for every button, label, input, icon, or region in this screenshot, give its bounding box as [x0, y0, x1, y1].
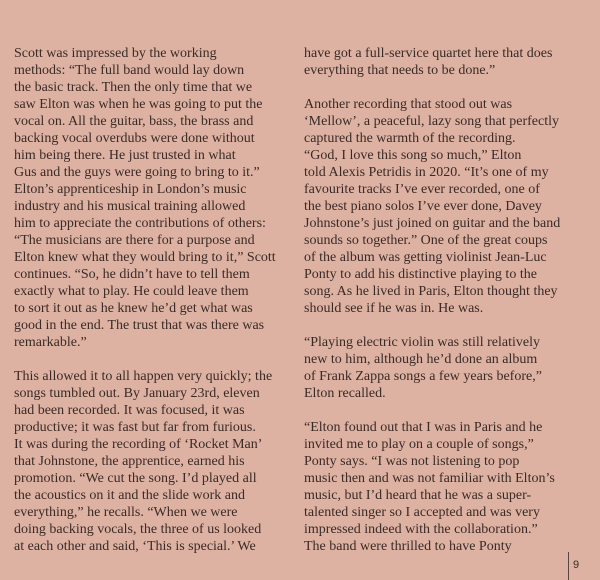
text-line: at each other and said, ‘This is special.’ We [14, 539, 256, 554]
text-line: Johnstone’s just joined on guitar and the band [304, 216, 561, 231]
text-line: “God, I love this song so much,” Elton [304, 148, 522, 163]
text-line: captured the warmth of the recording. [304, 131, 516, 146]
text-line: songs tumbled out. By January 23rd, eleven [14, 386, 260, 401]
text-line: The band were thrilled to have Ponty [304, 539, 512, 554]
text-line: music then and was not familiar with Elton’s [304, 471, 555, 486]
text-line: song. As he lived in Paris, Elton thought they [304, 284, 558, 299]
text-line: new to him, although he’d done an album [304, 352, 538, 367]
text-line: industry and his musical training allowed [14, 199, 246, 214]
text-line: impressed indeed with the collaboration.” [304, 522, 538, 537]
page-number: 9 [573, 559, 580, 571]
text-line: “The musicians are there for a purpose and [14, 233, 255, 248]
paragraph [304, 45, 586, 79]
text-line: the acoustics on it and the slide work and [14, 488, 245, 503]
text-line: Ponty says. “I was not listening to pop [304, 454, 520, 469]
page-number-divider [568, 552, 569, 580]
paragraph [14, 368, 286, 555]
paragraph [14, 45, 286, 351]
text-line: everything,” he recalls. “When we were [14, 505, 238, 520]
text-line: saw Elton was when he was going to put the [14, 97, 263, 112]
text-line: had been recorded. It was focused, it was [14, 403, 245, 418]
text-line: everything that needs to be done.” [304, 63, 496, 78]
text-line: of the album was getting violinist Jean-Luc [304, 250, 547, 265]
text-line: ‘Mellow’, a peaceful, lazy song that perfectly [304, 114, 560, 129]
text-line: Elton recalled. [304, 386, 386, 401]
text-line: remarkable.” [14, 335, 87, 350]
text-line: music, but I’d heard that he was a super- [304, 488, 532, 503]
right-column [304, 45, 586, 572]
text-line: Elton’s apprenticeship in London’s music [14, 182, 247, 197]
text-line: the basic track. Then the only time that we [14, 80, 253, 95]
paragraph [304, 334, 586, 402]
text-line: “Elton found out that I was in Paris and he [304, 420, 543, 435]
text-line: invited me to play on a couple of songs,” [304, 437, 534, 452]
text-line: Gus and the guys were going to bring to it.” [14, 165, 260, 180]
text-line: vocal on. All the guitar, bass, the brass and [14, 114, 254, 129]
text-line: him being there. He just trusted in what [14, 148, 236, 163]
text-line: Elton knew what they would bring to it,” Scott [14, 250, 276, 265]
text-line: sounds so together.” One of the great coups [304, 233, 548, 248]
text-line: backing vocal overdubs were done without [14, 131, 255, 146]
text-line: “Playing electric violin was still relatively [304, 335, 540, 350]
text-line: doing backing vocals, the three of us looked [14, 522, 262, 537]
text-line: exactly what to play. He could leave them [14, 284, 249, 299]
text-line: favourite tracks I’ve ever recorded, one of [304, 182, 540, 197]
text-line: Another recording that stood out was [304, 97, 513, 112]
left-column [14, 45, 286, 572]
text-line: told Alexis Petridis in 2020. “It’s one of my [304, 165, 549, 180]
paragraph [304, 419, 586, 555]
text-line: of Frank Zappa songs a few years before,” [304, 369, 542, 384]
text-line: good in the end. The trust that was there was [14, 318, 265, 333]
text-line: promotion. “We cut the song. I’d played all [14, 471, 257, 486]
paragraph [304, 96, 586, 317]
text-line: It was during the recording of ‘Rocket Man’ [14, 437, 263, 452]
text-line: This allowed it to all happen very quickly; the [14, 369, 273, 384]
text-line: to sort it out as he knew he’d get what was [14, 301, 253, 316]
text-line: that Johnstone, the apprentice, earned his [14, 454, 245, 469]
text-line: him to appreciate the contributions of others: [14, 216, 266, 231]
text-line: should see if he was in. He was. [304, 301, 484, 316]
text-line: continues. “So, he didn’t have to tell them [14, 267, 250, 282]
text-line: talented singer so I accepted and was very [304, 505, 540, 520]
text-line: Ponty to add his distinctive playing to the [304, 267, 537, 282]
text-line: methods: “The full band would lay down [14, 63, 245, 78]
text-line: the best piano solos I’ve ever done, Davey [304, 199, 542, 214]
text-line: productive; it was fast but far from furious. [14, 420, 256, 435]
text-line: Scott was impressed by the working [14, 46, 217, 61]
text-line: have got a full-service quartet here that does [304, 46, 553, 61]
